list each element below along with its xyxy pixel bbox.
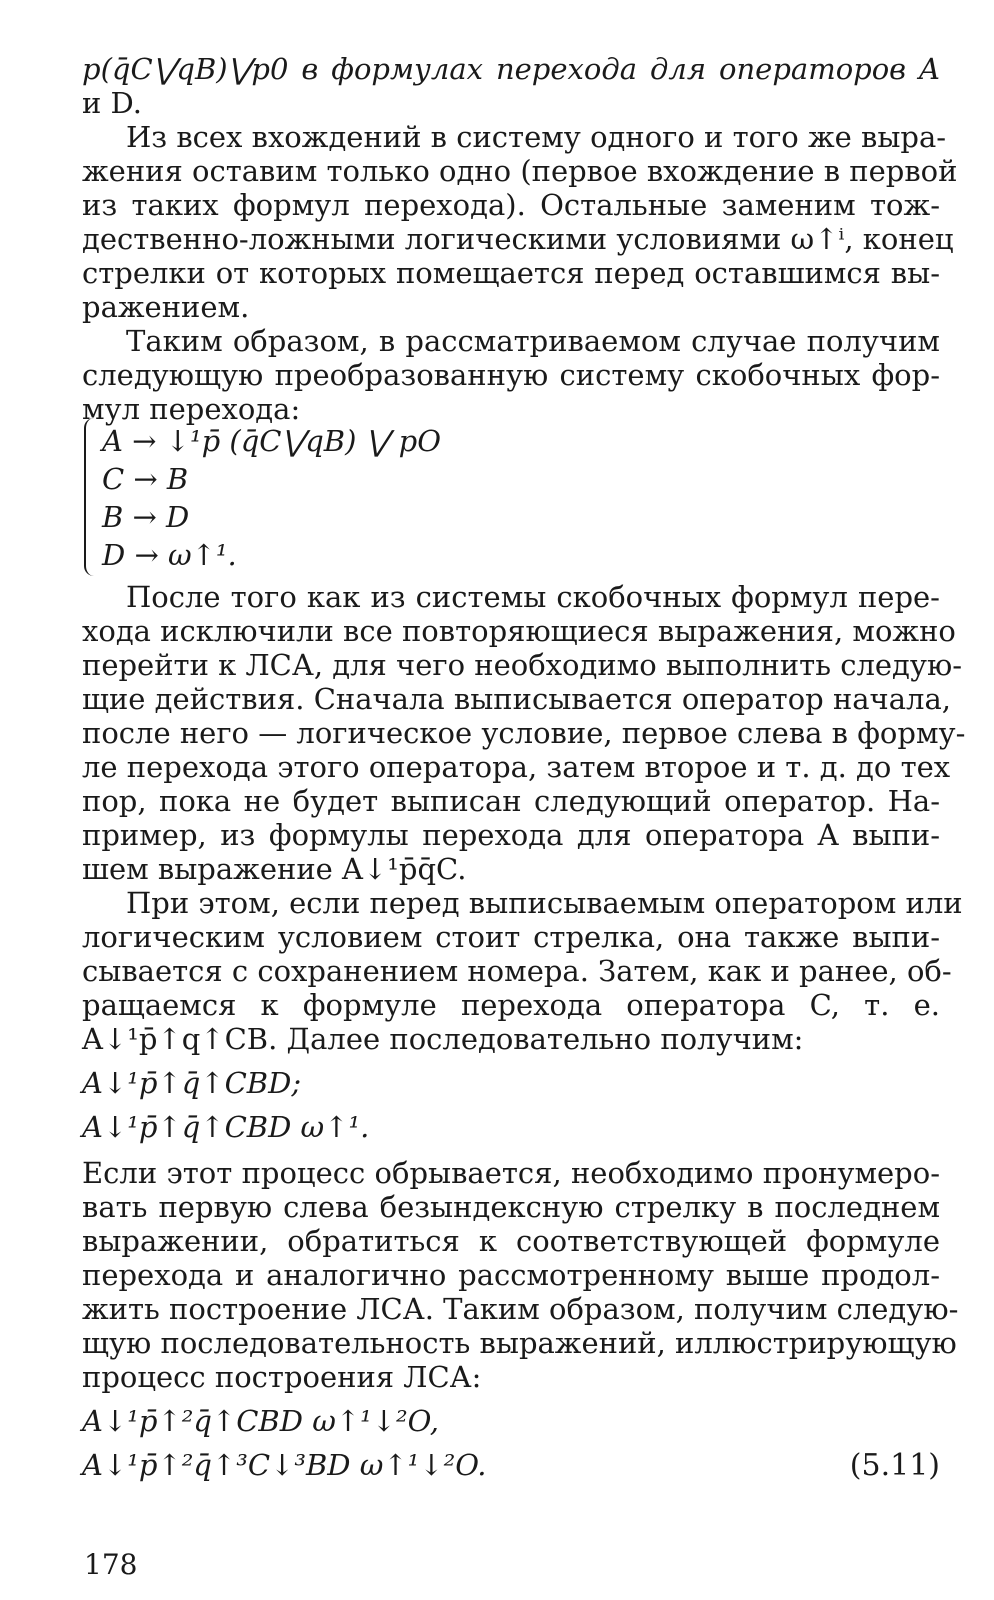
text-line: пример, из формулы перехода для оператора A выпи- xyxy=(82,818,940,852)
text-line: следующую преобразованную систему скобочных фор- xyxy=(82,358,940,392)
text-line: мул перехода: xyxy=(82,392,301,426)
text-line: и D. xyxy=(82,86,142,120)
formula-line: A → ↓¹p̄ (q̄C⋁qB) ⋁ pO xyxy=(102,424,441,458)
page-number: 178 xyxy=(84,1548,138,1581)
text-line: вать первую слева безындексную стрелку в последнем xyxy=(82,1190,940,1224)
text-line: выражении, обратиться к соответствующей формуле xyxy=(82,1224,940,1258)
text-line: стрелки от которых помещается перед оставшимся вы- xyxy=(82,256,940,290)
text-line: A↓¹p̄↑q↑CB. Далее последовательно получим: xyxy=(82,1022,804,1056)
text-line: Таким образом, в рассматриваемом случае получим xyxy=(126,324,940,358)
text-line: жить построение ЛСА. Таким образом, получим следую- xyxy=(82,1292,959,1326)
equation-number: (5.11) xyxy=(849,1448,940,1483)
formula-line: D → ω↑¹. xyxy=(102,538,237,572)
text-line: щие действия. Сначала выписывается оператор начала, xyxy=(82,682,951,716)
text-line: Если этот процесс обрывается, необходимо пронумеро- xyxy=(82,1156,940,1190)
text-line: дественно-ложными логическими условиями ω↑ⁱ, конец xyxy=(82,222,954,256)
text-line: Из всех вхождений в систему одного и того же выра- xyxy=(126,120,947,154)
formula-line: A↓¹p̄↑²q̄↑CBD ω↑¹↓²O, xyxy=(82,1404,439,1438)
text-line: из таких формул перехода). Остальные заменим тож- xyxy=(82,188,940,222)
system-brace xyxy=(84,418,98,576)
text-line: ле перехода этого оператора, затем второе и т. д. до тех xyxy=(82,750,951,784)
text-line: после него — логическое условие, первое слева в форму- xyxy=(82,716,966,750)
formula-line: B → D xyxy=(102,500,190,534)
text-line: логическим условием стоит стрелка, она также выпи- xyxy=(82,920,940,954)
formula-line: A↓¹p̄↑q̄↑CBD ω↑¹. xyxy=(82,1110,370,1144)
text-line: перейти к ЛСА, для чего необходимо выполнить следую- xyxy=(82,648,963,682)
text-line: ращаемся к формуле перехода оператора C, т. е. xyxy=(82,988,940,1022)
formula-line: A↓¹p̄↑q̄↑CBD; xyxy=(82,1066,302,1100)
formula-line: C → B xyxy=(102,462,189,496)
text-line: пор, пока не будет выписан следующий оператор. На- xyxy=(82,784,940,818)
text-line: сывается с сохранением номера. Затем, как и ранее, об- xyxy=(82,954,952,988)
text-line: ражением. xyxy=(82,290,250,324)
text-line: При этом, если перед выписываемым оператором или xyxy=(126,886,963,920)
text-line: перехода и аналогично рассмотренному выше продол- xyxy=(82,1258,940,1292)
text-line: жения оставим только одно (первое вхождение в первой xyxy=(82,154,958,188)
text-line: щую последовательность выражений, иллюстрирующую xyxy=(82,1326,957,1360)
text-line: шем выражение A↓¹p̄q̄C. xyxy=(82,852,467,886)
text-line: p(q̄C⋁qB)⋁p0 в формулах перехода для операторов A xyxy=(82,52,940,86)
text-line: процесс построения ЛСА: xyxy=(82,1360,482,1394)
text-line: хода исключили все повторяющиеся выражения, можно xyxy=(82,614,956,648)
text-line: После того как из системы скобочных формул пере- xyxy=(126,580,940,614)
formula-line: A↓¹p̄↑²q̄↑³C↓³BD ω↑¹↓²O. xyxy=(82,1448,487,1482)
